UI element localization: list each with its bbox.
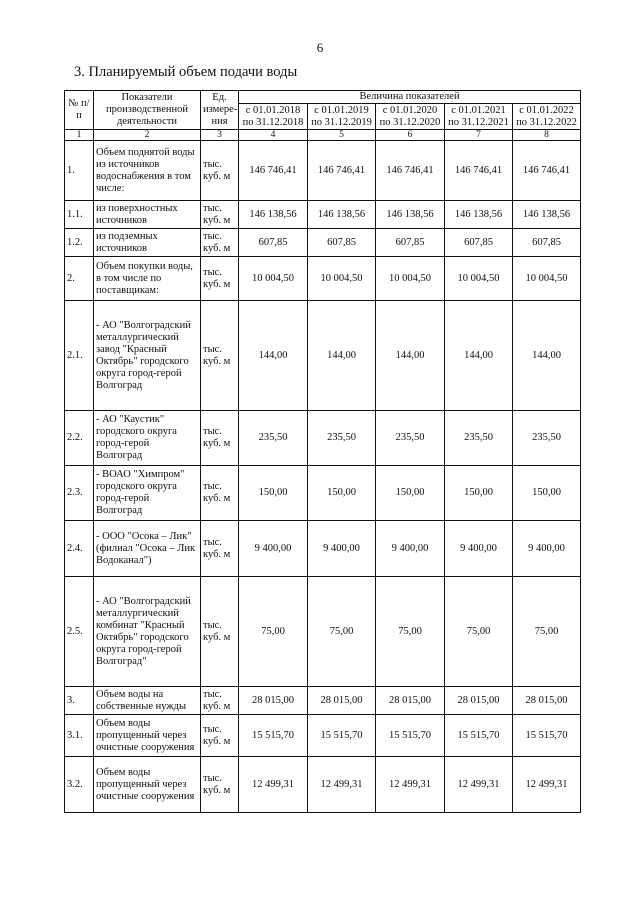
indicator-name: - АО "Волгоградский металлургический завод "Красный Октябрь" городского округа город-герой Волгоград <box>94 301 201 411</box>
value-cell: 150,00 <box>239 466 308 521</box>
indicator-name: Объем воды пропущенный через очистные сооружения <box>94 715 201 757</box>
value-cell: 146 138,56 <box>376 201 445 229</box>
value-cell: 75,00 <box>308 577 376 687</box>
value-cell: 28 015,00 <box>445 687 513 715</box>
page-number: 6 <box>316 40 324 55</box>
value-cell: 10 004,50 <box>513 257 581 301</box>
header-unit: Ед. измере-ния <box>201 91 239 130</box>
value-cell: 75,00 <box>445 577 513 687</box>
unit-cell: тыс. куб. м <box>201 521 239 577</box>
value-cell: 146 746,41 <box>445 141 513 201</box>
row-number: 2.2. <box>65 411 94 466</box>
value-cell: 12 499,31 <box>513 757 581 813</box>
unit-cell: тыс. куб. м <box>201 257 239 301</box>
header-values-group: Величина показателей <box>239 91 581 104</box>
table-row <box>65 301 581 411</box>
row-number: 3.1. <box>65 715 94 757</box>
value-cell: 146 138,56 <box>239 201 308 229</box>
header-period: с 01.01.2018 по 31.12.2018 <box>239 104 308 130</box>
table-row <box>65 141 581 201</box>
indicator-name: Объем воды на собственные нужды <box>94 687 201 715</box>
column-number: 4 <box>239 130 308 141</box>
value-cell: 607,85 <box>513 229 581 257</box>
table-row <box>65 257 581 301</box>
indicator-name: Объем поднятой воды из источников водоснабжения в том числе: <box>94 141 201 201</box>
indicator-name: - АО "Волгоградский металлургический комбинат "Красный Октябрь" городского округа город-герой Волгоград" <box>94 577 201 687</box>
value-cell: 607,85 <box>445 229 513 257</box>
column-number: 1 <box>65 130 94 141</box>
table-row <box>65 411 581 466</box>
column-number: 7 <box>445 130 513 141</box>
value-cell: 607,85 <box>308 229 376 257</box>
unit-cell: тыс. куб. м <box>201 411 239 466</box>
unit-cell: тыс. куб. м <box>201 141 239 201</box>
value-cell: 150,00 <box>445 466 513 521</box>
value-cell: 146 746,41 <box>308 141 376 201</box>
value-cell: 144,00 <box>376 301 445 411</box>
value-cell: 235,50 <box>239 411 308 466</box>
row-number: 2.1. <box>65 301 94 411</box>
value-cell: 28 015,00 <box>376 687 445 715</box>
indicator-name: из поверхностных источников <box>94 201 201 229</box>
water-supply-table <box>64 90 581 813</box>
column-number: 8 <box>513 130 581 141</box>
value-cell: 150,00 <box>308 466 376 521</box>
table-body <box>65 141 581 813</box>
indicator-name: - АО "Каустик" городского округа город-герой Волгоград <box>94 411 201 466</box>
table-row <box>65 521 581 577</box>
row-number: 3.2. <box>65 757 94 813</box>
value-cell: 28 015,00 <box>513 687 581 715</box>
value-cell: 235,50 <box>376 411 445 466</box>
value-cell: 144,00 <box>513 301 581 411</box>
value-cell: 144,00 <box>239 301 308 411</box>
value-cell: 12 499,31 <box>445 757 513 813</box>
value-cell: 15 515,70 <box>308 715 376 757</box>
value-cell: 12 499,31 <box>239 757 308 813</box>
header-period: с 01.01.2020 по 31.12.2020 <box>376 104 445 130</box>
indicator-name: - ВОАО "Химпром" городского округа город-герой Волгоград <box>94 466 201 521</box>
header-num: № п/п <box>65 91 94 130</box>
value-cell: 28 015,00 <box>308 687 376 715</box>
value-cell: 12 499,31 <box>308 757 376 813</box>
value-cell: 150,00 <box>376 466 445 521</box>
value-cell: 146 746,41 <box>239 141 308 201</box>
table-row <box>65 687 581 715</box>
indicator-name: - ООО "Осока – Лик" (филиал "Осока – Лик Водоканал") <box>94 521 201 577</box>
column-number: 6 <box>376 130 445 141</box>
value-cell: 144,00 <box>308 301 376 411</box>
value-cell: 10 004,50 <box>239 257 308 301</box>
row-number: 3. <box>65 687 94 715</box>
row-number: 1.1. <box>65 201 94 229</box>
value-cell: 9 400,00 <box>376 521 445 577</box>
header-indicator: Показатели производственной деятельности <box>94 91 201 130</box>
indicator-name: Объем воды пропущенный через очистные сооружения <box>94 757 201 813</box>
value-cell: 12 499,31 <box>376 757 445 813</box>
indicator-name: Объем покупки воды, в том числе по поставщикам: <box>94 257 201 301</box>
table-header <box>65 91 581 141</box>
value-cell: 10 004,50 <box>308 257 376 301</box>
table-row <box>65 229 581 257</box>
column-number: 2 <box>94 130 201 141</box>
row-number: 2.4. <box>65 521 94 577</box>
unit-cell: тыс. куб. м <box>201 301 239 411</box>
row-number: 2.3. <box>65 466 94 521</box>
value-cell: 235,50 <box>513 411 581 466</box>
unit-cell: тыс. куб. м <box>201 687 239 715</box>
column-number: 3 <box>201 130 239 141</box>
unit-cell: тыс. куб. м <box>201 466 239 521</box>
unit-cell: тыс. куб. м <box>201 757 239 813</box>
table-row <box>65 201 581 229</box>
row-number: 1.2. <box>65 229 94 257</box>
row-number: 2.5. <box>65 577 94 687</box>
value-cell: 10 004,50 <box>376 257 445 301</box>
table-row <box>65 577 581 687</box>
section-title: 3. Планируемый объем подачи воды <box>74 64 298 80</box>
value-cell: 15 515,70 <box>513 715 581 757</box>
value-cell: 150,00 <box>513 466 581 521</box>
unit-cell: тыс. куб. м <box>201 577 239 687</box>
unit-cell: тыс. куб. м <box>201 229 239 257</box>
value-cell: 28 015,00 <box>239 687 308 715</box>
header-period: с 01.01.2021 по 31.12.2021 <box>445 104 513 130</box>
value-cell: 15 515,70 <box>445 715 513 757</box>
table-row <box>65 466 581 521</box>
value-cell: 146 746,41 <box>513 141 581 201</box>
value-cell: 146 746,41 <box>376 141 445 201</box>
value-cell: 9 400,00 <box>513 521 581 577</box>
value-cell: 146 138,56 <box>445 201 513 229</box>
value-cell: 9 400,00 <box>308 521 376 577</box>
row-number: 2. <box>65 257 94 301</box>
table-row <box>65 757 581 813</box>
value-cell: 235,50 <box>308 411 376 466</box>
value-cell: 9 400,00 <box>239 521 308 577</box>
value-cell: 75,00 <box>513 577 581 687</box>
value-cell: 146 138,56 <box>513 201 581 229</box>
value-cell: 10 004,50 <box>445 257 513 301</box>
value-cell: 75,00 <box>239 577 308 687</box>
value-cell: 146 138,56 <box>308 201 376 229</box>
header-period: с 01.01.2019 по 31.12.2019 <box>308 104 376 130</box>
table-row <box>65 715 581 757</box>
value-cell: 9 400,00 <box>445 521 513 577</box>
column-number-row <box>65 130 581 141</box>
value-cell: 607,85 <box>376 229 445 257</box>
indicator-name: из подземных источников <box>94 229 201 257</box>
unit-cell: тыс. куб. м <box>201 715 239 757</box>
value-cell: 75,00 <box>376 577 445 687</box>
value-cell: 15 515,70 <box>376 715 445 757</box>
column-number: 5 <box>308 130 376 141</box>
value-cell: 15 515,70 <box>239 715 308 757</box>
value-cell: 144,00 <box>445 301 513 411</box>
row-number: 1. <box>65 141 94 201</box>
value-cell: 235,50 <box>445 411 513 466</box>
header-period: с 01.01.2022 по 31.12.2022 <box>513 104 581 130</box>
unit-cell: тыс. куб. м <box>201 201 239 229</box>
value-cell: 607,85 <box>239 229 308 257</box>
